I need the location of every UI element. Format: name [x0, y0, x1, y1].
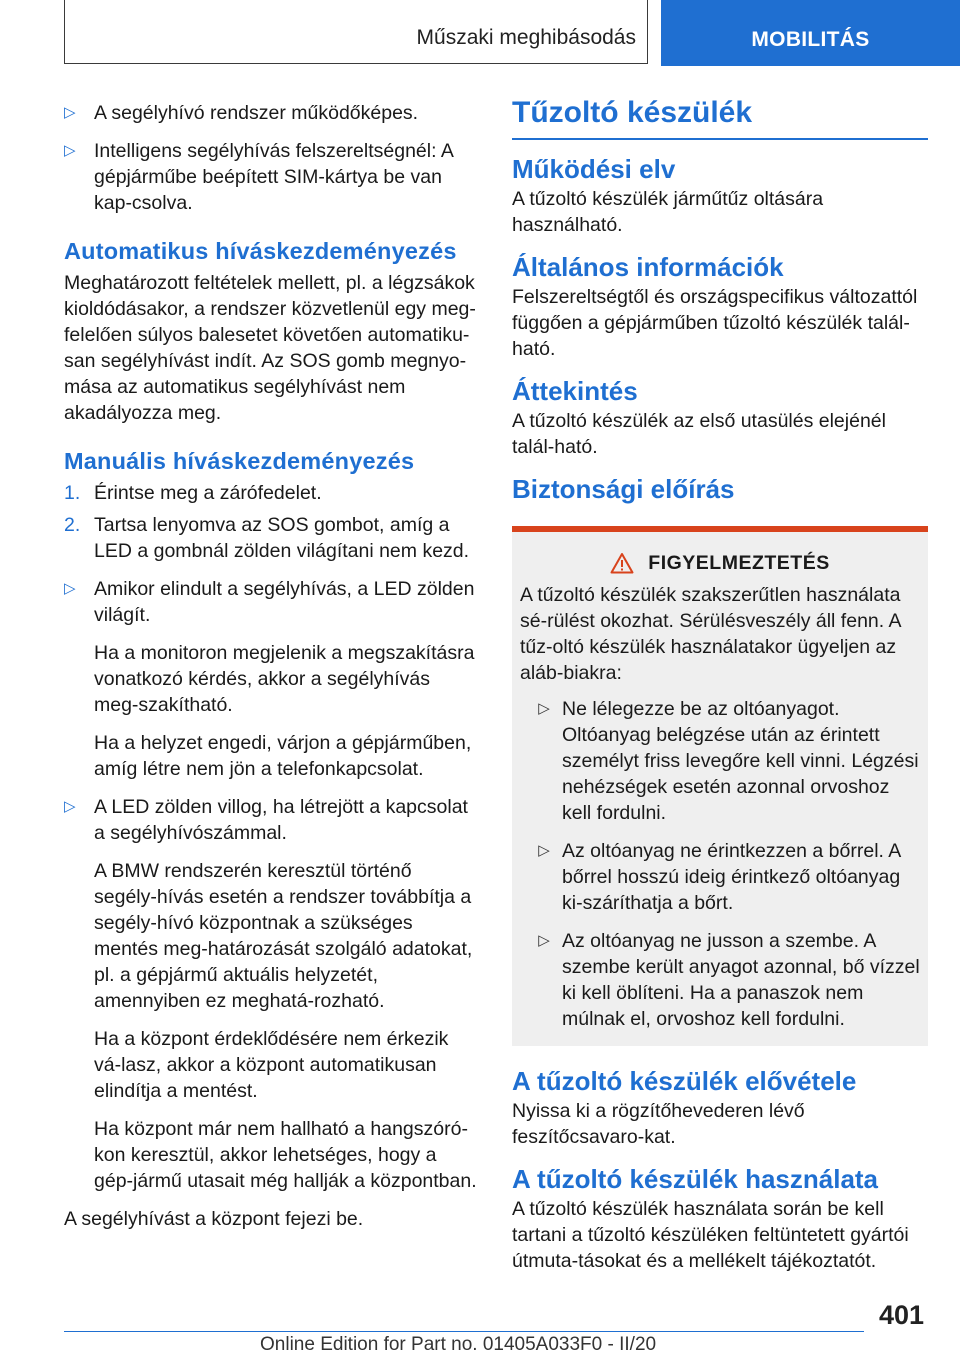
paragraph: Ha központ már nem hallható a hangszóró-kon keresztül, akkor lehetséges, hogy a gép-jármű utasait még hallják a központban. — [94, 1118, 477, 1192]
footer-text: Online Edition for Part no. 01405A033F0 - II/20 — [260, 1334, 657, 1355]
paragraph: A BMW rendszerén keresztül történő segély-hívás esetén a rendszer továbbítja a segély-hívó központnak a szükséges mentés meg-határozását szolgáló adatokat, pl. a gépjármű aktuális helyzetét, amennyiben ez meghatá-rozható. — [94, 860, 473, 1012]
step-number: 2. — [64, 514, 81, 536]
paragraph: A tűzoltó készülék az első utasülés elejénél talál-ható. — [512, 410, 886, 458]
page-number: 401 — [878, 1300, 924, 1330]
paragraph: A segélyhívást a központ fejezi be. — [64, 1208, 364, 1230]
page-title: Tűzoltó készülék — [512, 100, 928, 140]
step-number: 1. — [64, 482, 81, 504]
warning-title: FIGYELMEZTETÉS — [648, 552, 830, 574]
right-column — [512, 96, 928, 1274]
list-item: ▷ Amikor elindult a segélyhívás, a LED zölden világít. — [64, 578, 475, 626]
paragraph: Ha a monitoron megjelenik a megszakításra vonatkozó kérdés, akkor a segélyhívás meg-szakítható. — [94, 642, 475, 716]
heading-auto-call: Automatikus híváskezdeményezés — [64, 238, 457, 264]
triangle-bullet-icon: ▷ — [64, 798, 76, 815]
triangle-bullet-icon: ▷ — [64, 580, 76, 597]
warning-triangle-icon — [610, 552, 634, 574]
chapter-tab-label: MOBILITÁS — [751, 28, 870, 51]
paragraph: Felszereltségtől és országspecifikus változattól függően a gépjárműben tűzoltó készülék talál-ható. — [512, 286, 918, 360]
list-item: ▷ A segélyhívó rendszer működőképes. — [64, 102, 419, 124]
triangle-bullet-icon: ▷ — [64, 104, 76, 121]
paragraph: Ha a központ érdeklődésére nem érkezik vá-lasz, akkor a központ automatikusan elindítja a mentést. — [94, 1028, 449, 1102]
triangle-bullet-icon: ▷ — [64, 142, 76, 159]
paragraph: A tűzoltó készülék használata során be kell tartani a tűzoltó készüléken feltüntetett gyártói útmuta-tásokat és a mellékelt tájékoztatót. — [512, 1198, 909, 1272]
heading-usage: A tűzoltó készülék használata — [512, 1164, 879, 1194]
list-item: ▷ Az oltóanyag ne jusson a szembe. A szembe került anyagot azonnal, bő vízzel ki kell öblíteni. Ha a panaszok nem múlnak el, orvoshoz kell fordulni. — [526, 928, 920, 1032]
heading-removal: A tűzoltó készülék elővétele — [512, 1066, 857, 1096]
list-item: ▷ Intelligens segélyhívás felszereltségnél: A gépjárműbe beépített SIM-kártya be van kap-csolva. — [64, 140, 453, 214]
warning-text: A tűzoltó készülék szakszerűtlen használata sé-rülést okozhat. Sérülésveszély áll fenn. A tűz-oltó készülék használatakor ügyeljen az aláb-biakra: — [520, 584, 901, 684]
section-title: Műszaki meghibásodás — [416, 26, 636, 49]
heading-manual-call: Manuális híváskezdeményezés — [64, 448, 415, 474]
numbered-step: 2. Tartsa lenyomva az SOS gombot, amíg a LED a gombnál zölden világítani nem kezd. — [64, 514, 470, 562]
paragraph: Ha a helyzet engedi, várjon a gépjárműben, amíg létre nem jön a telefonkapcsolat. — [94, 732, 472, 780]
triangle-bullet-icon: ▷ — [538, 932, 550, 949]
footer-divider — [64, 1331, 864, 1332]
heading-principle: Működési elv — [512, 154, 676, 184]
warning-header — [520, 550, 920, 576]
warning-box — [512, 526, 928, 1046]
chapter-tab[interactable] — [661, 0, 960, 66]
heading-general-info: Általános információk — [512, 252, 784, 282]
paragraph: Nyissa ki a rögzítőhevederen lévő feszítőcsavaro-kat. — [512, 1100, 805, 1148]
list-item: ▷ A LED zölden villog, ha létrejött a kapcsolat a segélyhívószámmal. — [64, 796, 468, 844]
paragraph: Meghatározott feltételek mellett, pl. a légzsákok kioldódásakor, a rendszer közvetlenül egy meg-felelően súlyos balesetet követően automatiku-san segélyhívást indít. Az SOS gomb megnyo-mása az automatikus segélyhívást nem akadályozza meg. — [64, 272, 476, 424]
numbered-step: 1. Érintse meg a zárófedelet. — [64, 482, 322, 504]
heading-overview: Áttekintés — [512, 376, 638, 406]
heading-safety: Biztonsági előírás — [512, 474, 735, 504]
triangle-bullet-icon: ▷ — [538, 700, 550, 717]
left-column — [64, 100, 478, 1232]
paragraph: A tűzoltó készülék járműtűz oltására használható. — [512, 188, 824, 236]
list-item: ▷ Ne lélegezze be az oltóanyagot. Oltóanyag belégzése után az érintett személyt friss levegőre kell vinni. Légzési nehézségek esetén azonnal orvoshoz kell fordulni. — [526, 696, 920, 826]
list-item: ▷ Az oltóanyag ne érintkezzen a bőrrel. A bőrrel hosszú ideig érintkező oltóanyag ki-száríthatja a bőrt. — [526, 838, 920, 916]
triangle-bullet-icon: ▷ — [538, 842, 550, 859]
